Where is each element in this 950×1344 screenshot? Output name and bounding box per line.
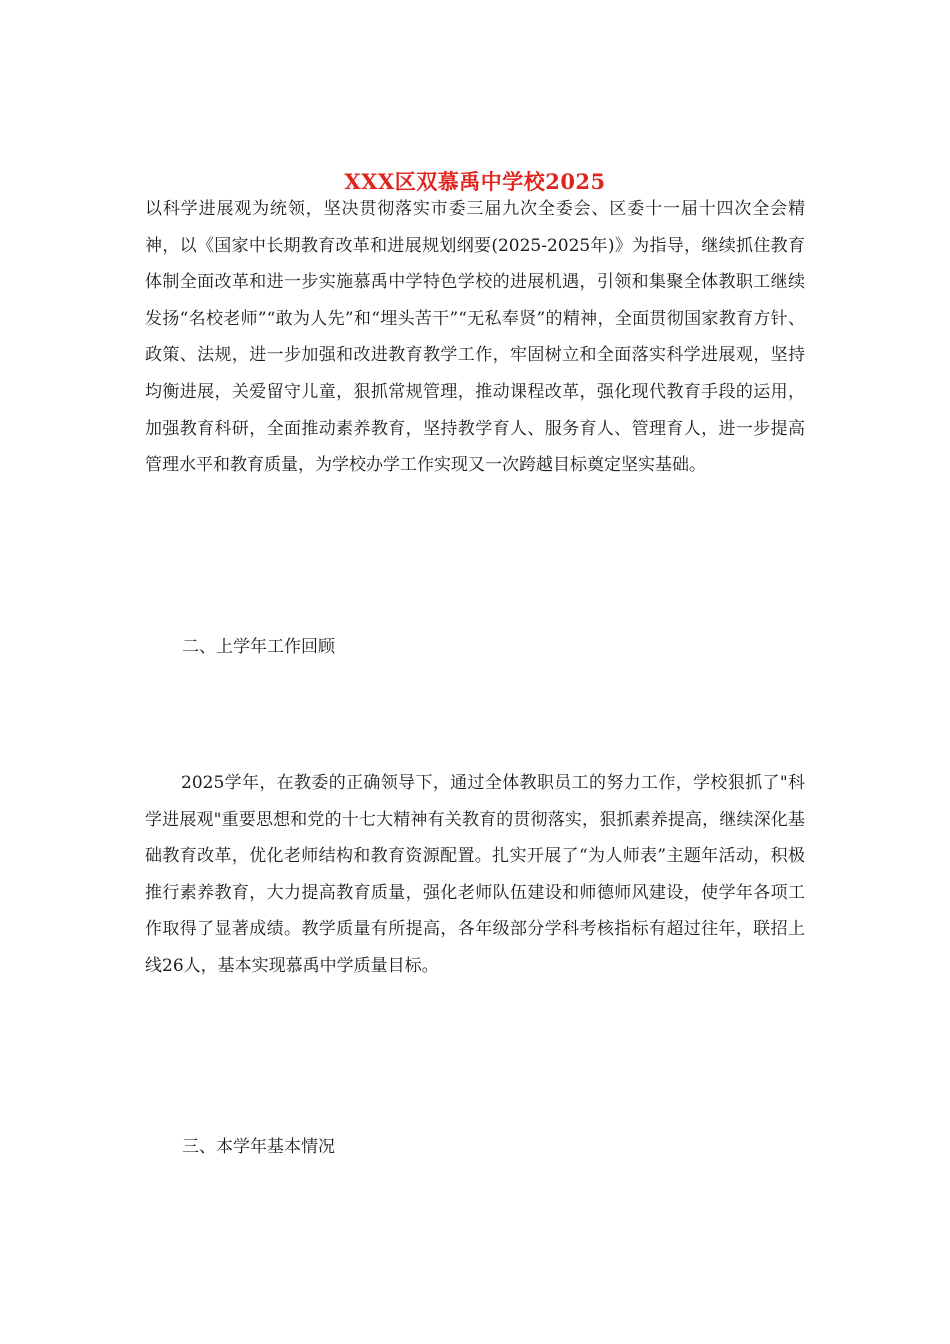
intro-paragraph: 以科学进展观为统领，坚决贯彻落实市委三届九次全委会、区委十一届十四次全会精神，以《国家中长期教育改革和进展规划纲要(2025-2025年)》为指导，继续抓住教育体制全面改革和进一步实施慕禹中学特色学校的进展机遇，引领和集聚全体教职工继续发扬“名校老师”“敢为人先”和“埋头苦干”“无私奉贤”的精神，全面贯彻国家教育方针、政策、法规，进一步加强和改进教育教学工作，牢固树立和全面落实科学进展观，坚持均衡进展，关爱留守儿童，狠抓常规管理，推动课程改革，强化现代教育手段的运用，加强教育科研，全面推动素养教育，坚持教学育人、服务育人、管理育人，进一步提高管理水平和教育质量，为学校办学工作实现又一次跨越目标奠定坚实基础。	[145, 199, 805, 476]
review-paragraph: 2025学年，在教委的正确领导下，通过全体教职员工的努力工作，学校狠抓了"科学进展观"重要思想和党的十七大精神有关教育的贯彻落实，狠抓素养提高，继续深化基础教育改革，优化老师结构和教育资源配置。扎实开展了“为人师表”主题年活动，积极推行素养教育，大力提高教育质量，强化老师队伍建设和师德师风建设，使学年各项工作取得了显著成绩。教学质量有所提高，各年级部分学科考核指标有超过往年，联招上线26人，基本实现慕禹中学质量目标。	[145, 773, 805, 976]
section-heading-basic-info: 三、本学年基本情况	[182, 1137, 335, 1157]
section-heading-review: 二、上学年工作回顾	[182, 637, 335, 657]
document-title: XXX区双慕禹中学校2025	[344, 169, 606, 195]
